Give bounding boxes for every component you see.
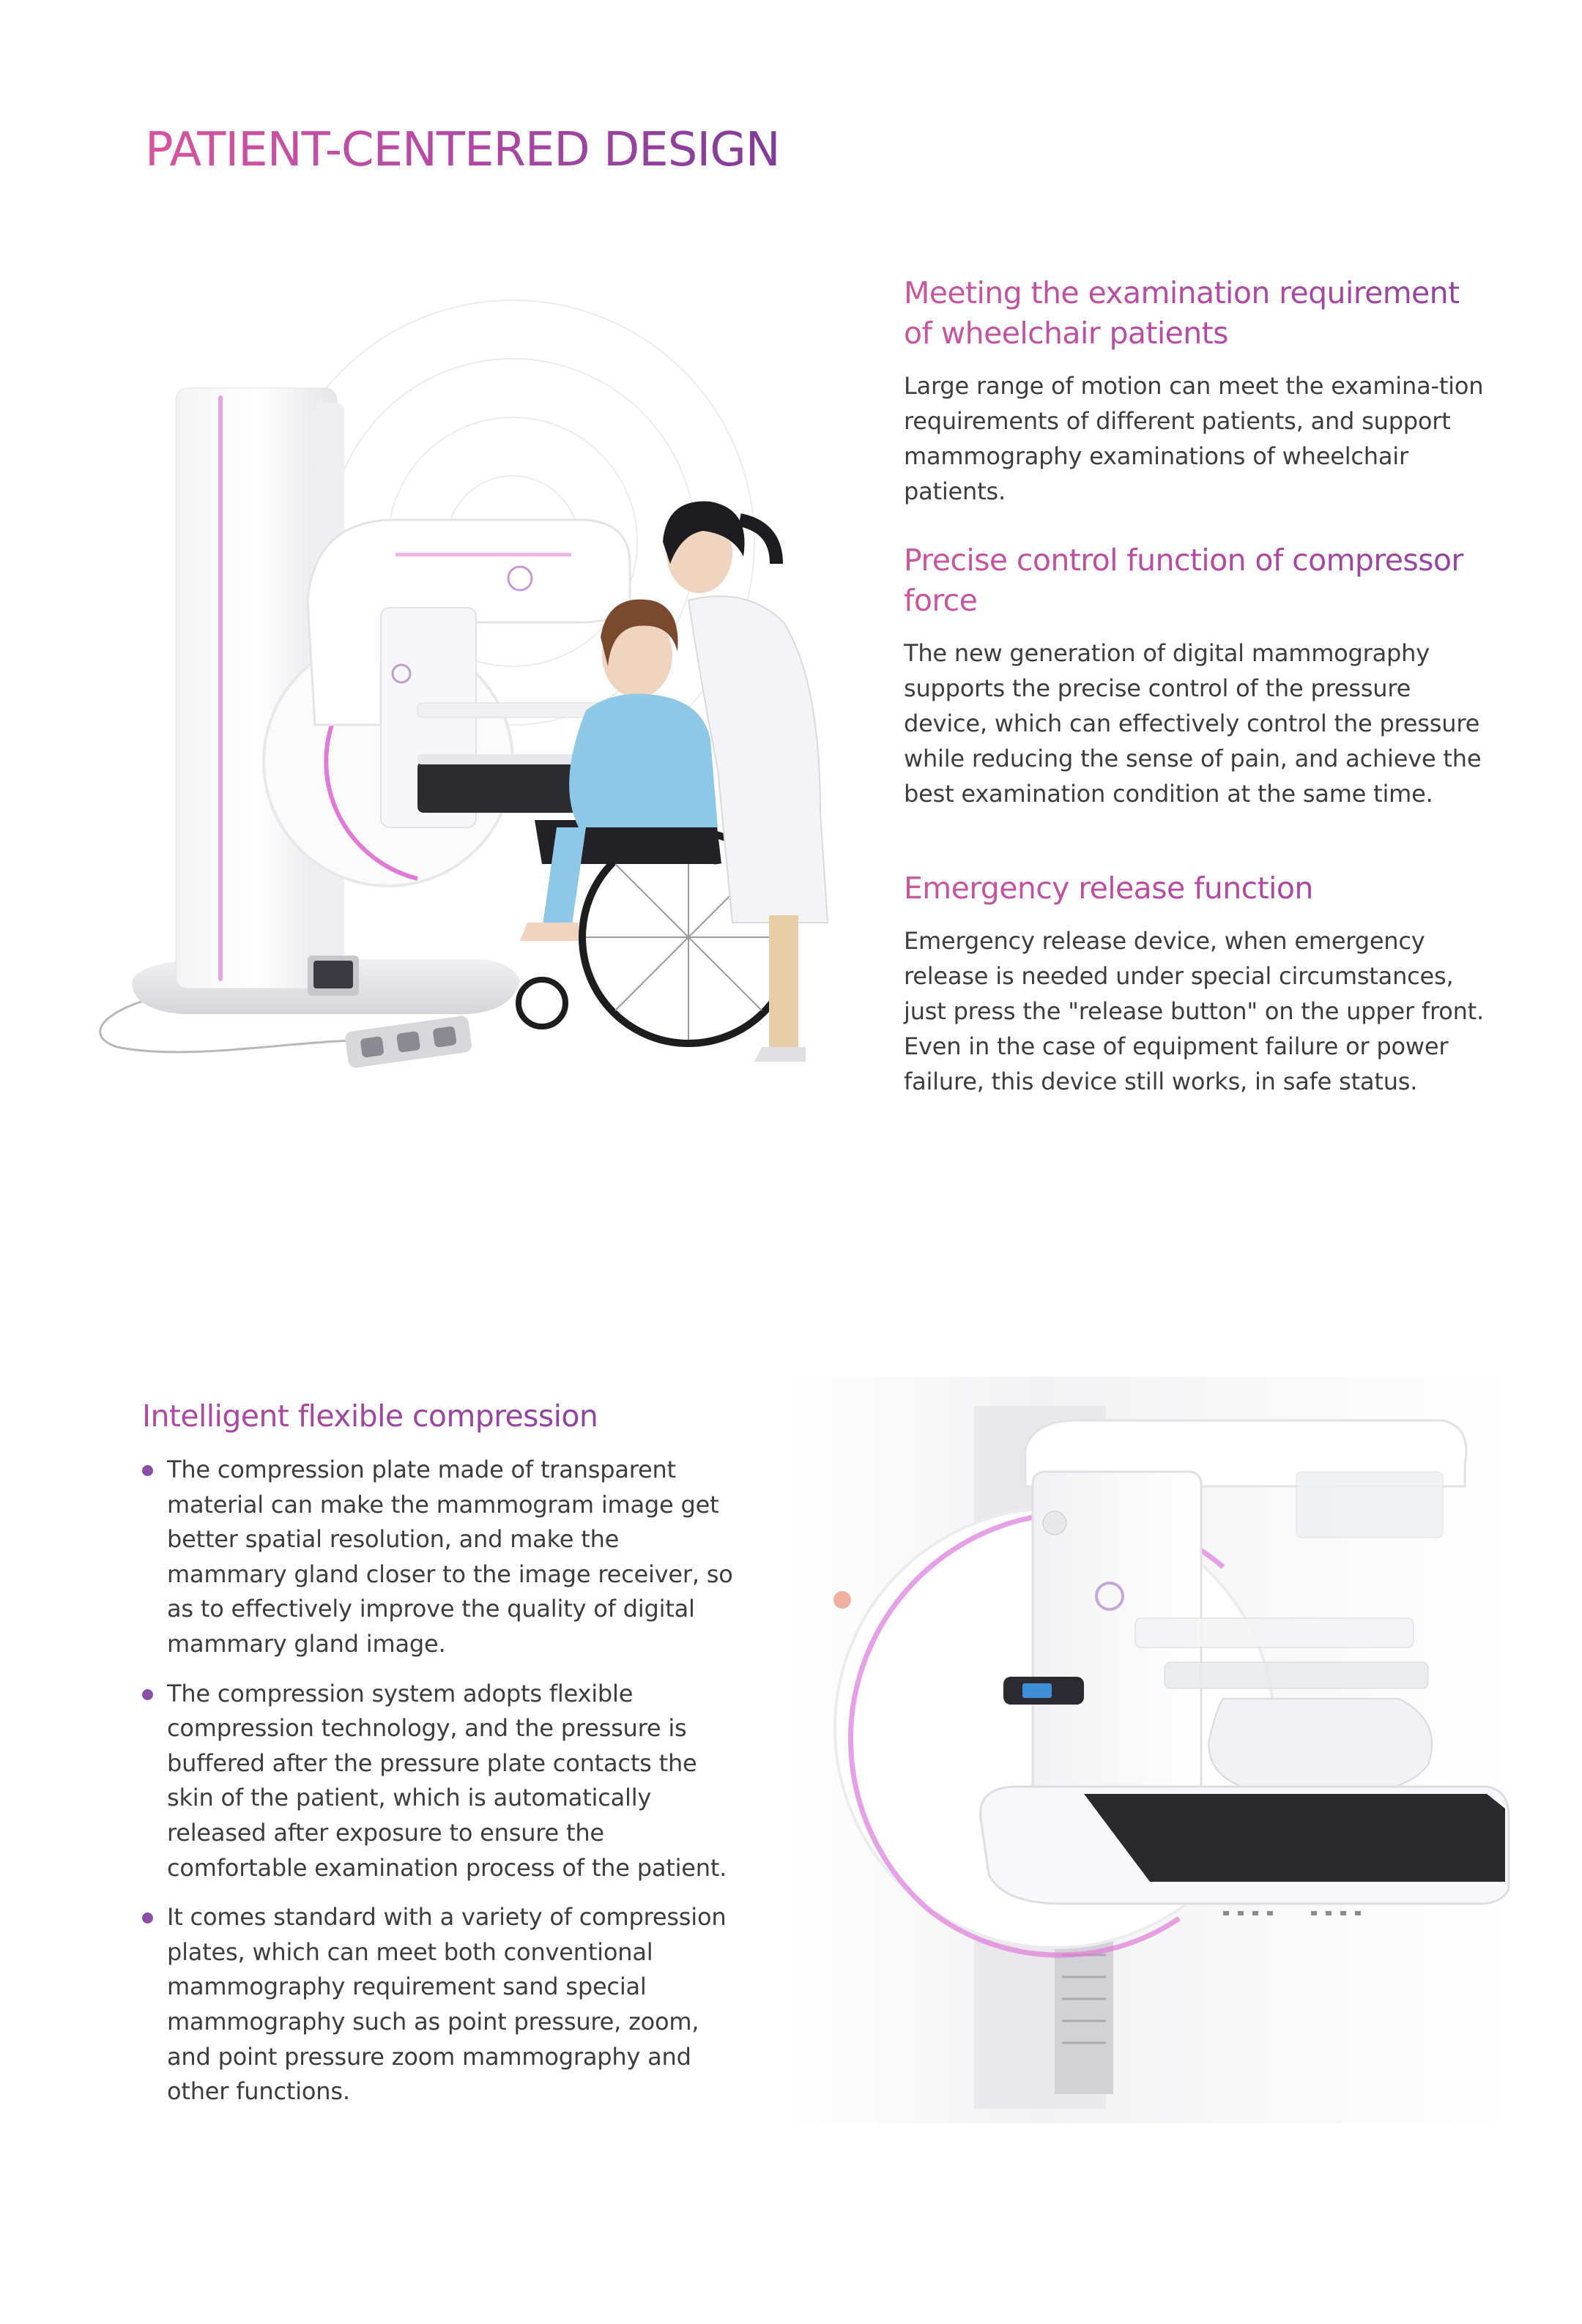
list-item	[142, 1453, 743, 1662]
bullet-dot-icon	[142, 1913, 153, 1923]
feature-compressor-force	[904, 540, 1490, 811]
feature-text: Emergency release device, when emergency release is needed under special circumstances, just press the "release button" on the upper front. Even in the case of equipment failure or power failure, this device still works, in safe status.	[904, 927, 1484, 1095]
feature-heading: Emergency release function	[904, 868, 1490, 909]
bullet-dot-icon	[142, 1689, 153, 1700]
feature-wheelchair	[904, 273, 1490, 509]
bullet-dot-icon	[142, 1465, 153, 1476]
feature-emergency-release	[904, 868, 1490, 1099]
bullet-text: It comes standard with a variety of compression plates, which can meet both conventional mammography requirement sand special mammography such as point pressure, zoom, and point pressure zoom mammography and other functions.	[167, 1903, 727, 2106]
feature-heading: Meeting the examination requirement of wheelchair patients	[904, 273, 1490, 354]
page-title: PATIENT-CENTERED DESIGN	[145, 123, 780, 177]
compression-bullet-list	[142, 1453, 743, 2124]
section-heading-compression: Intelligent flexible compression	[142, 1399, 598, 1434]
feature-text: The new generation of digital mammography supports the precise control of the pressure device, which can effectively control the pressure while reducing the sense of pain, and achieve the best examination condition at the same time.	[904, 639, 1482, 808]
compression-plate-photo	[784, 1377, 1516, 2123]
list-item	[142, 1900, 743, 2109]
bullet-text: The compression plate made of transparent material can make the mammogram image get better spatial resolution, and make the mammary gland closer to the image receiver, so as to effectively improve the quality of digital mammary gland image.	[167, 1456, 733, 1658]
feature-heading: Precise control function of compressor force	[904, 540, 1490, 621]
mammography-wheelchair-photo	[73, 256, 864, 1084]
feature-text: Large range of motion can meet the examina-tion requirements of different patients, and support mammography examinations of wheelchair patients.	[904, 372, 1484, 505]
list-item	[142, 1677, 743, 1886]
bullet-text: The compression system adopts flexible compression technology, and the pressure is buffered after the pressure plate contacts the skin of the patient, which is automatically released after exposure to ensure the comfortable examination process of the patient.	[167, 1679, 727, 1882]
